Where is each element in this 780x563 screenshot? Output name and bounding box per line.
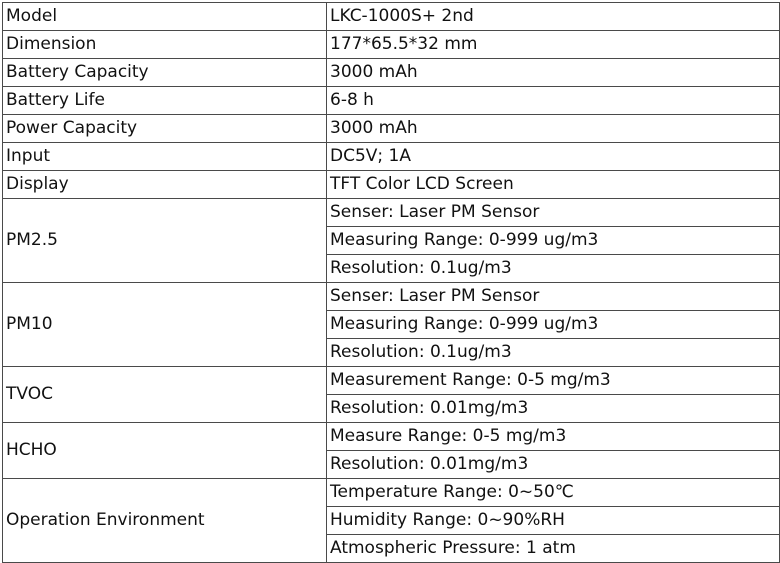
table-row-pm25 [3,199,780,227]
pm25-range: Measuring Range: 0-999 ug/m3 [327,227,780,255]
display-value: TFT Color LCD Screen [327,171,780,199]
table-row-input [3,143,780,171]
display-label: Display [3,171,327,199]
tvoc-resolution: Resolution: 0.01mg/m3 [327,395,780,423]
model-value: LKC-1000S+ 2nd [327,3,780,31]
tvoc-label: TVOC [3,367,327,423]
pm10-sensor: Senser: Laser PM Sensor [327,283,780,311]
battery-life-value: 6-8 h [327,87,780,115]
spec-table [2,2,780,563]
pm25-resolution: Resolution: 0.1ug/m3 [327,255,780,283]
table-row-battery-life [3,87,780,115]
hcho-label: HCHO [3,423,327,479]
pm25-sensor: Senser: Laser PM Sensor [327,199,780,227]
humidity-range: Humidity Range: 0~90%RH [327,507,780,535]
table-row-hcho [3,423,780,451]
pm10-range: Measuring Range: 0-999 ug/m3 [327,311,780,339]
table-row-dimension [3,31,780,59]
table-row-tvoc [3,367,780,395]
table-row-display [3,171,780,199]
pm10-resolution: Resolution: 0.1ug/m3 [327,339,780,367]
spec-table-body [3,3,780,563]
power-capacity-value: 3000 mAh [327,115,780,143]
hcho-resolution: Resolution: 0.01mg/m3 [327,451,780,479]
battery-capacity-label: Battery Capacity [3,59,327,87]
table-row-battery-capacity [3,59,780,87]
dimension-value: 177*65.5*32 mm [327,31,780,59]
hcho-range: Measure Range: 0-5 mg/m3 [327,423,780,451]
pm10-label: PM10 [3,283,327,367]
operation-environment-label: Operation Environment [3,479,327,563]
tvoc-range: Measurement Range: 0-5 mg/m3 [327,367,780,395]
battery-life-label: Battery Life [3,87,327,115]
input-value: DC5V; 1A [327,143,780,171]
power-capacity-label: Power Capacity [3,115,327,143]
atmospheric-pressure: Atmospheric Pressure: 1 atm [327,535,780,563]
table-row-pm10 [3,283,780,311]
table-row-operation-environment [3,479,780,507]
table-row-model [3,3,780,31]
pm25-label: PM2.5 [3,199,327,283]
model-label: Model [3,3,327,31]
temperature-range: Temperature Range: 0~50℃ [327,479,780,507]
battery-capacity-value: 3000 mAh [327,59,780,87]
table-row-power-capacity [3,115,780,143]
input-label: Input [3,143,327,171]
dimension-label: Dimension [3,31,327,59]
